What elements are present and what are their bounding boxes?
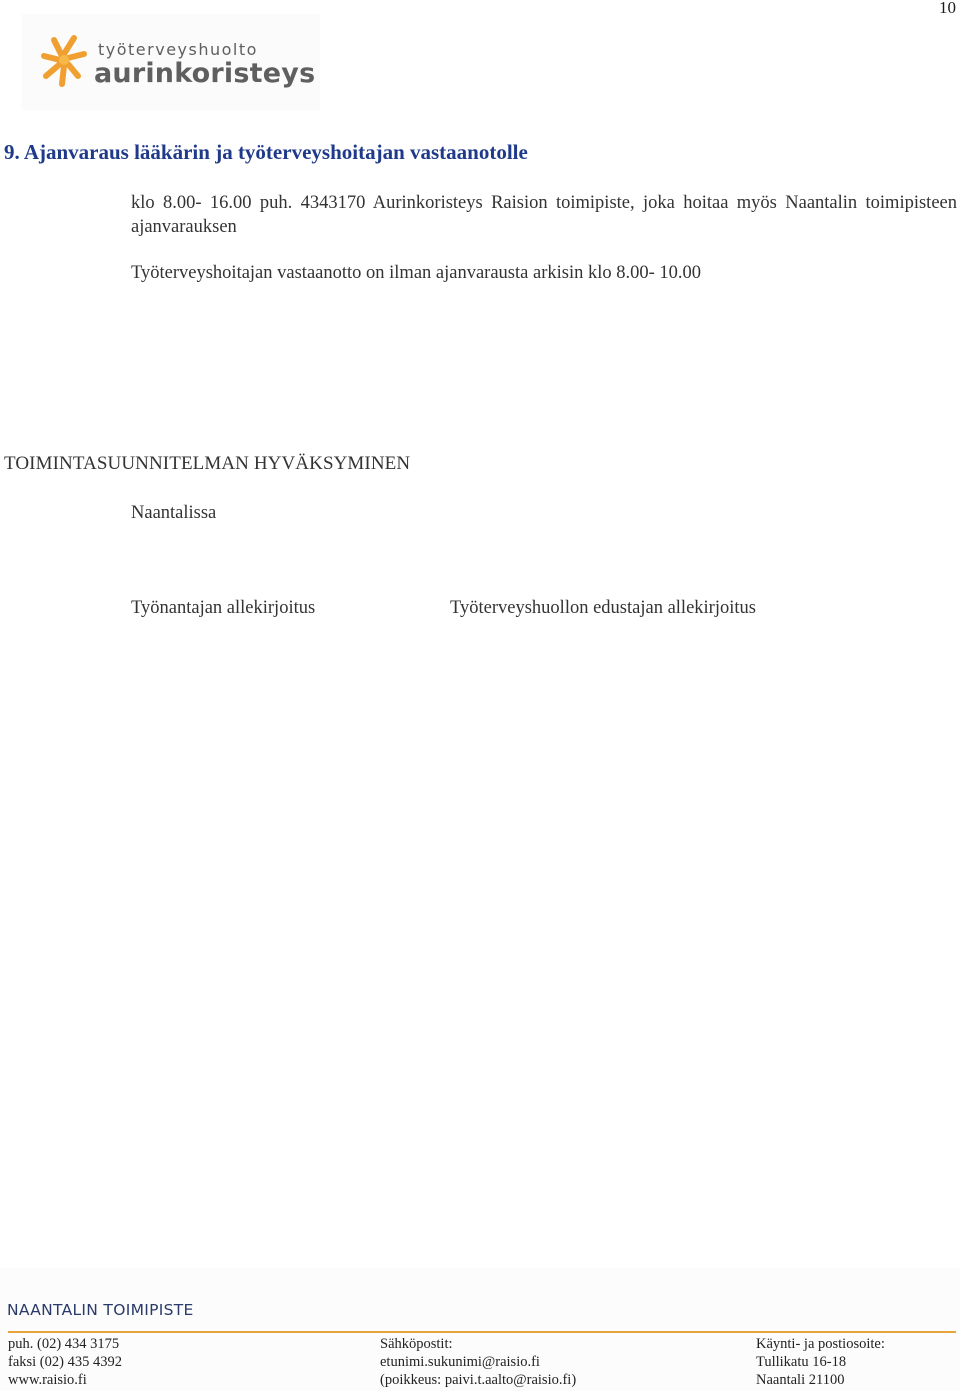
logo-tagline: työterveyshuolto [98, 40, 258, 59]
footer-city: Naantali 21100 [756, 1372, 845, 1388]
sun-icon [40, 34, 100, 94]
approval-heading: TOIMINTASUUNNITELMAN HYVÄKSYMINEN [4, 453, 411, 474]
footer-website[interactable]: www.raisio.fi [8, 1372, 87, 1388]
booking-paragraph: klo 8.00- 16.00 puh. 4343170 Aurinkoristeys Raision toimipiste, joka hoitaa myös Naantalin toimipisteen ajanvarauksen [131, 193, 957, 237]
logo-wordmark: aurinkoristeys [94, 58, 316, 89]
provider-signature-label: Työterveyshuollon edustajan allekirjoitus [450, 598, 756, 618]
signing-place: Naantalissa [131, 503, 217, 523]
page-number: 10 [939, 0, 956, 17]
section-heading: 9. Ajanvaraus lääkärin ja työterveyshoitajan vastaanotolle [4, 140, 528, 164]
footer-email-exception[interactable]: (poikkeus: paivi.t.aalto@raisio.fi) [380, 1372, 577, 1388]
footer-phone: puh. (02) 434 3175 [8, 1336, 120, 1352]
employer-signature-label: Työnantajan allekirjoitus [131, 598, 316, 618]
footer-title: NAANTALIN TOIMIPISTE [7, 1301, 194, 1319]
footer-address-label: Käynti- ja postiosoite: [756, 1336, 885, 1352]
footer-street: Tullikatu 16-18 [756, 1354, 847, 1370]
nurse-reception-paragraph: Työterveyshoitajan vastaanotto on ilman ajanvarausta arkisin klo 8.00- 10.00 [131, 263, 702, 283]
footer-email-label: Sähköpostit: [380, 1336, 453, 1352]
company-logo [22, 14, 320, 110]
footer-fax: faksi (02) 435 4392 [8, 1354, 122, 1370]
footer-email-format[interactable]: etunimi.sukunimi@raisio.fi [380, 1354, 540, 1370]
footer-divider [8, 1331, 956, 1333]
